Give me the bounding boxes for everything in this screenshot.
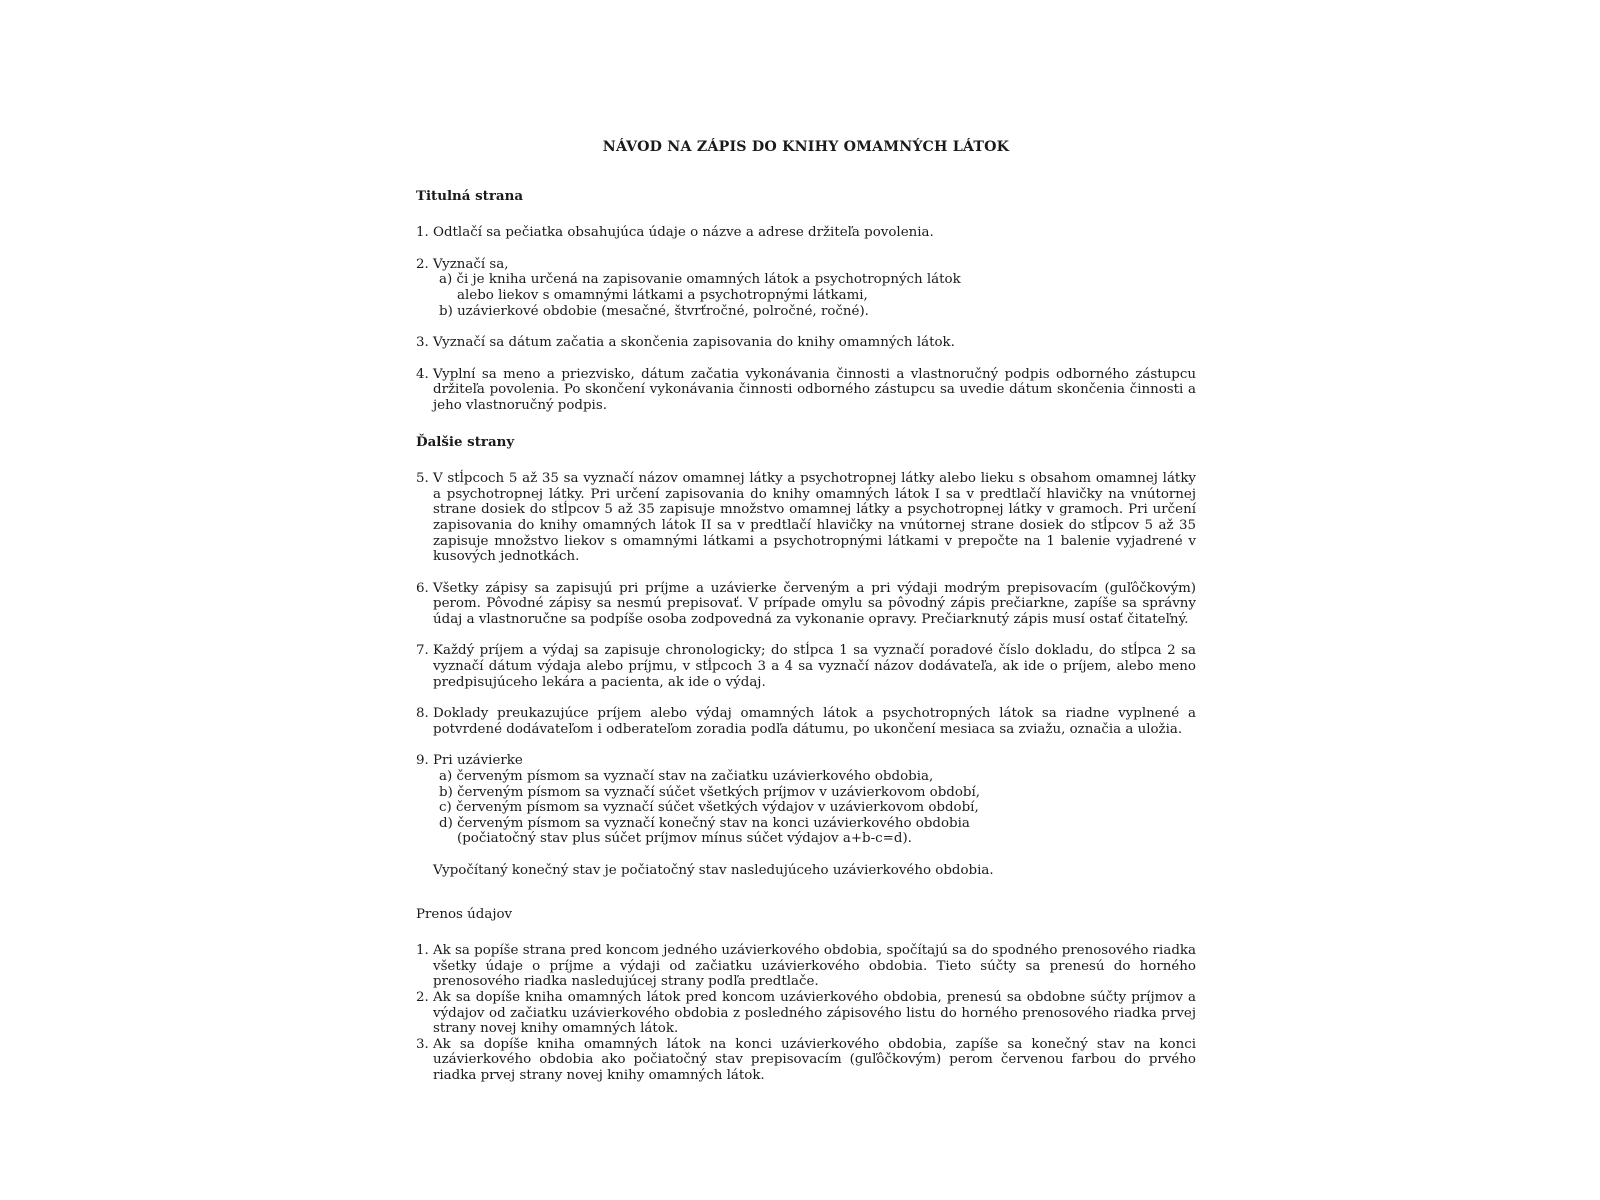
- list-item: [416, 471, 1196, 565]
- item-body: [433, 753, 1196, 847]
- sub-item-text: červeným písmom sa vyznačí súčet všetkých výdajov v uzávierkovom období,: [456, 800, 979, 816]
- sub-item-label: a): [439, 769, 453, 785]
- item-number: 4.: [416, 366, 429, 382]
- item-text: Pri uzávierke: [433, 753, 523, 769]
- item-text: Vyznačí sa dátum začatia a skončenia zapisovania do knihy omamných látok.: [433, 335, 955, 351]
- sub-item: [433, 272, 1196, 303]
- item-text: V stĺpcoch 5 až 35 sa vyznačí názov omamnej látky a psychotropnej látky alebo lieku s obsahom omamnej látky a psychotropnej látky. Pri určení zapisovania do knihy omamných látok I sa v predtlačí hlavičky na vnútornej strane dosiek do stĺpcov 5 až 35 zapisuje množstvo omamnej látky a psychotropnej látky v gramoch. Pri určení zapisovania do knihy omamných látok II sa v predtlačí hlavičky na vnútornej strane dosiek do stĺpcov 5 až 35 zapisuje množstvo liekov s omamnými látkami a psychotropnými látkami v prepočte na 1 balenie vyjadrené v kusových jednotkách.: [433, 471, 1196, 565]
- item-body: [433, 257, 1196, 319]
- list-item: [416, 943, 1196, 990]
- list-item: [416, 257, 1196, 319]
- sub-item-text: či je kniha určená na zapisovanie omamných látok a psychotropných látok: [456, 272, 961, 288]
- item-number: 7.: [416, 643, 429, 659]
- sub-item-text: červeným písmom sa vyznačí súčet všetkých príjmov v uzávierkovom období,: [457, 784, 981, 800]
- document-title: NÁVOD NA ZÁPIS DO KNIHY OMAMNÝCH LÁTOK: [602, 139, 1010, 155]
- sub-item-text: červeným písmom sa vyznačí stav na začiatku uzávierkového obdobia,: [456, 769, 934, 785]
- item-number: 5.: [416, 471, 429, 487]
- sub-item-label: b): [439, 784, 453, 800]
- list-item: [416, 706, 1196, 737]
- item-text: Ak sa popíše strana pred koncom jedného uzávierkového obdobia, spočítajú sa do spodného prenosového riadka všetky údaje o príjme a výdaji od začiatku uzávierkového obdobia. Tieto súčty sa prenesú do horného prenosového riadka nasledujúcej strany podľa predtlače.: [433, 943, 1196, 990]
- list-item: [416, 1037, 1196, 1084]
- sub-item-label: d): [439, 815, 453, 831]
- item-number: 1.: [416, 225, 429, 241]
- sub-item-label: a): [439, 272, 453, 288]
- item-text: Doklady preukazujúce príjem alebo výdaj omamných látok a psychotropných látok sa riadne vyplnené a potvrdené dodávateľom i odberateľom zoradia podľa dátumu, po ukončení mesiaca sa zviažu, označia a uložia.: [433, 706, 1196, 737]
- item-number: 3.: [416, 335, 429, 351]
- list-item: [416, 643, 1196, 690]
- sub-item: [433, 769, 1196, 785]
- item-number: 1.: [416, 943, 429, 959]
- closing-note: Vypočítaný konečný stav je počiatočný stav nasledujúceho uzávierkového obdobia.: [433, 863, 994, 878]
- item-text: Ak sa dopíše kniha omamných látok pred koncom uzávierkového obdobia, prenesú sa obdobne súčty príjmov a výdajov od začiatku uzávierkového obdobia z posledného zápisového listu do horného prenosového riadka prvej strany novej knihy omamných látok.: [433, 989, 1196, 1037]
- sub-item: [433, 816, 1196, 847]
- sub-item-continuation: (počiatočný stav plus súčet príjmov mínus súčet výdajov a+b-c=d).: [457, 831, 912, 847]
- list-item: [416, 990, 1196, 1037]
- item-text: Odtlačí sa pečiatka obsahujúca údaje o názve a adrese držiteľa povolenia.: [433, 225, 934, 241]
- section-heading-further-pages: Ďalšie strany: [416, 433, 515, 450]
- sub-item: [433, 800, 1196, 816]
- item-number: 2.: [416, 989, 429, 1005]
- item-number: 6.: [416, 580, 429, 596]
- sub-item-label: b): [439, 303, 453, 319]
- sub-item-label: c): [439, 800, 452, 816]
- section-heading-title-page: Titulná strana: [416, 187, 524, 204]
- list-item: [416, 225, 1196, 241]
- item-text: Vyplní sa meno a priezvisko, dátum začatia vykonávania činnosti a vlastnoručný podpis odborného zástupcu držiteľa povolenia. Po skončení vykonávania činnosti odborného zástupcu sa uvedie dátum skončenia činnosti a jeho vlastnoručný podpis.: [433, 366, 1196, 413]
- sub-item: [433, 304, 1196, 320]
- item-text: Všetky zápisy sa zapisujú pri príjme a uzávierke červeným a pri výdaji modrým prepisovacím (guľôčkovým) perom. Pôvodné zápisy sa nesmú prepisovať. V prípade omylu sa pôvodný zápis prečiarkne, zapíše sa správny údaj a vlastnoručne sa podpíše osoba zodpovedná za vykonanie opravy. Prečiarknutý zápis musí ostať čitateľný.: [433, 580, 1196, 627]
- item-number: 9.: [416, 753, 429, 769]
- item-number: 3.: [416, 1036, 429, 1052]
- section-heading-data-transfer: Prenos údajov: [416, 906, 513, 922]
- sub-item: [433, 785, 1196, 801]
- list-item: [416, 581, 1196, 628]
- item-text: Každý príjem a výdaj sa zapisuje chronologicky; do stĺpca 1 sa vyznačí poradové číslo dokladu, do stĺpca 2 sa vyznačí dátum výdaja alebo príjmu, v stĺpcoch 3 a 4 sa vyznačí názov dodávateľa, ak ide o príjem, alebo meno predpisujúceho lekára a pacienta, ak ide o výdaj.: [433, 643, 1196, 690]
- list-item: [416, 335, 1196, 351]
- item-text: Ak sa dopíše kniha omamných látok na konci uzávierkového obdobia, zapíše sa konečný stav na konci uzávierkového obdobia ako počiatočný stav prepisovacím (guľôčkovým) perom červenou farbou do prvého riadka prvej strany novej knihy omamných látok.: [433, 1036, 1196, 1083]
- document-page: [416, 140, 1196, 1084]
- sub-item-text: uzávierkové obdobie (mesačné, štvrťročné, polročné, ročné).: [457, 303, 869, 319]
- sub-item-continuation: alebo liekov s omamnými látkami a psychotropnými látkami,: [457, 287, 868, 303]
- list-item: [416, 367, 1196, 414]
- item-number: 8.: [416, 706, 429, 722]
- sub-item-text: červeným písmom sa vyznačí konečný stav na konci uzávierkového obdobia: [457, 815, 970, 831]
- list-item: [416, 753, 1196, 847]
- item-number: 2.: [416, 256, 429, 272]
- item-text: Vyznačí sa,: [433, 256, 509, 272]
